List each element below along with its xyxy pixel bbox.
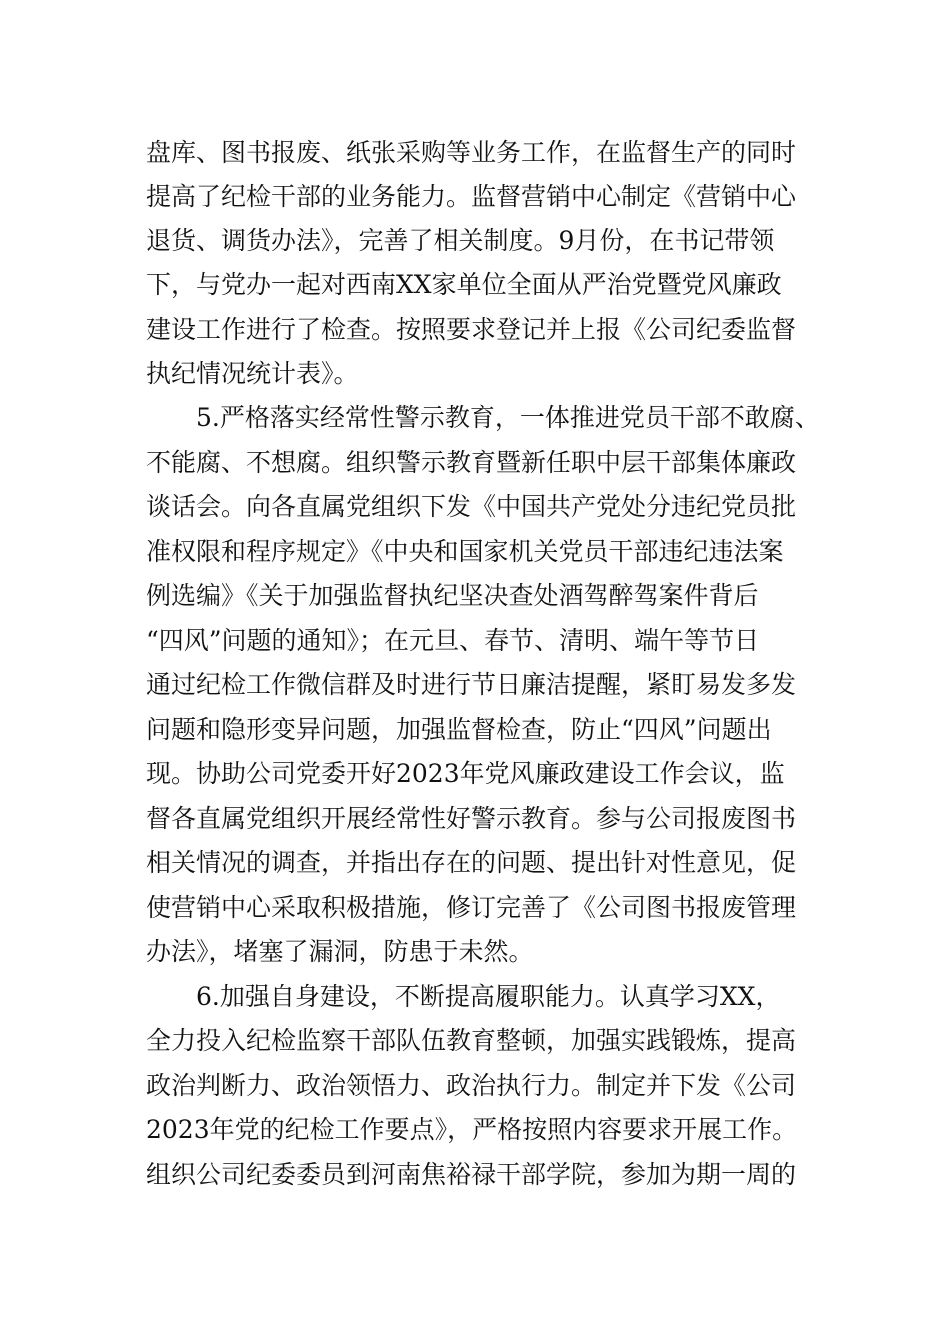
paragraph-5-first-line: 5.严格落实经常性警示教育，一体推进党员干部不敢腐、 [196, 403, 820, 432]
text-line: 全力投入纪检监察干部队伍教育整顿，加强实践锻炼，提高 [146, 1026, 797, 1055]
text-line: 下，与党办一起对西南XX家单位全面从严治党暨党风廉政 [146, 270, 782, 299]
text-line: 不能腐、不想腐。组织警示教育暨新任职中层干部集体廉政 [146, 448, 797, 477]
text-line: 谈话会。向各直属党组织下发《中国共产党处分违纪党员批 [146, 492, 797, 521]
text-line: 建设工作进行了检查。按照要求登记并上报《公司纪委监督 [146, 315, 797, 344]
text-line: 例选编》《关于加强监督执纪坚决查处酒驾醉驾案件背后 [146, 581, 759, 610]
text-line: 提高了纪检干部的业务能力。监督营销中心制定《营销中心 [146, 182, 797, 211]
text-line: 退货、调货办法》，完善了相关制度。9月份，在书记带领 [146, 226, 775, 255]
text-line: 现。协助公司党委开好2023年党风廉政建设工作会议，监 [146, 759, 785, 788]
text-line: 组织公司纪委委员到河南焦裕禄干部学院，参加为期一周的 [146, 1160, 797, 1189]
text-line: 盘库、图书报废、纸张采购等业务工作，在监督生产的同时 [146, 138, 797, 167]
text-line: 通过纪检工作微信群及时进行节日廉洁提醒，紧盯易发多发 [146, 670, 797, 699]
text-line: 问题和隐形变异问题，加强监督检查，防止“四风”问题出 [146, 715, 772, 744]
text-line: 使营销中心采取积极措施，修订完善了《公司图书报废管理 [146, 893, 797, 922]
text-line: 相关情况的调查，并指出存在的问题、提出针对性意见，促 [146, 848, 797, 877]
text-line: 准权限和程序规定》《中央和国家机关党员干部违纪违法案 [146, 537, 784, 566]
text-line: 办法》，堵塞了漏洞，防患于未然。 [146, 937, 534, 966]
text-line: 执纪情况统计表》。 [146, 359, 359, 388]
paragraph-6-first-line: 6.加强自身建设，不断提高履职能力。认真学习XX， [196, 982, 781, 1011]
text-line: 督各直属党组织开展经常性好警示教育。参与公司报废图书 [146, 804, 797, 833]
text-line: “四风”问题的通知》；在元旦、春节、清明、端午等节日 [146, 626, 760, 655]
text-line: 2023年党的纪检工作要点》，严格按照内容要求开展工作。 [146, 1115, 798, 1144]
text-line: 政治判断力、政治领悟力、政治执行力。制定并下发《公司 [146, 1071, 797, 1100]
